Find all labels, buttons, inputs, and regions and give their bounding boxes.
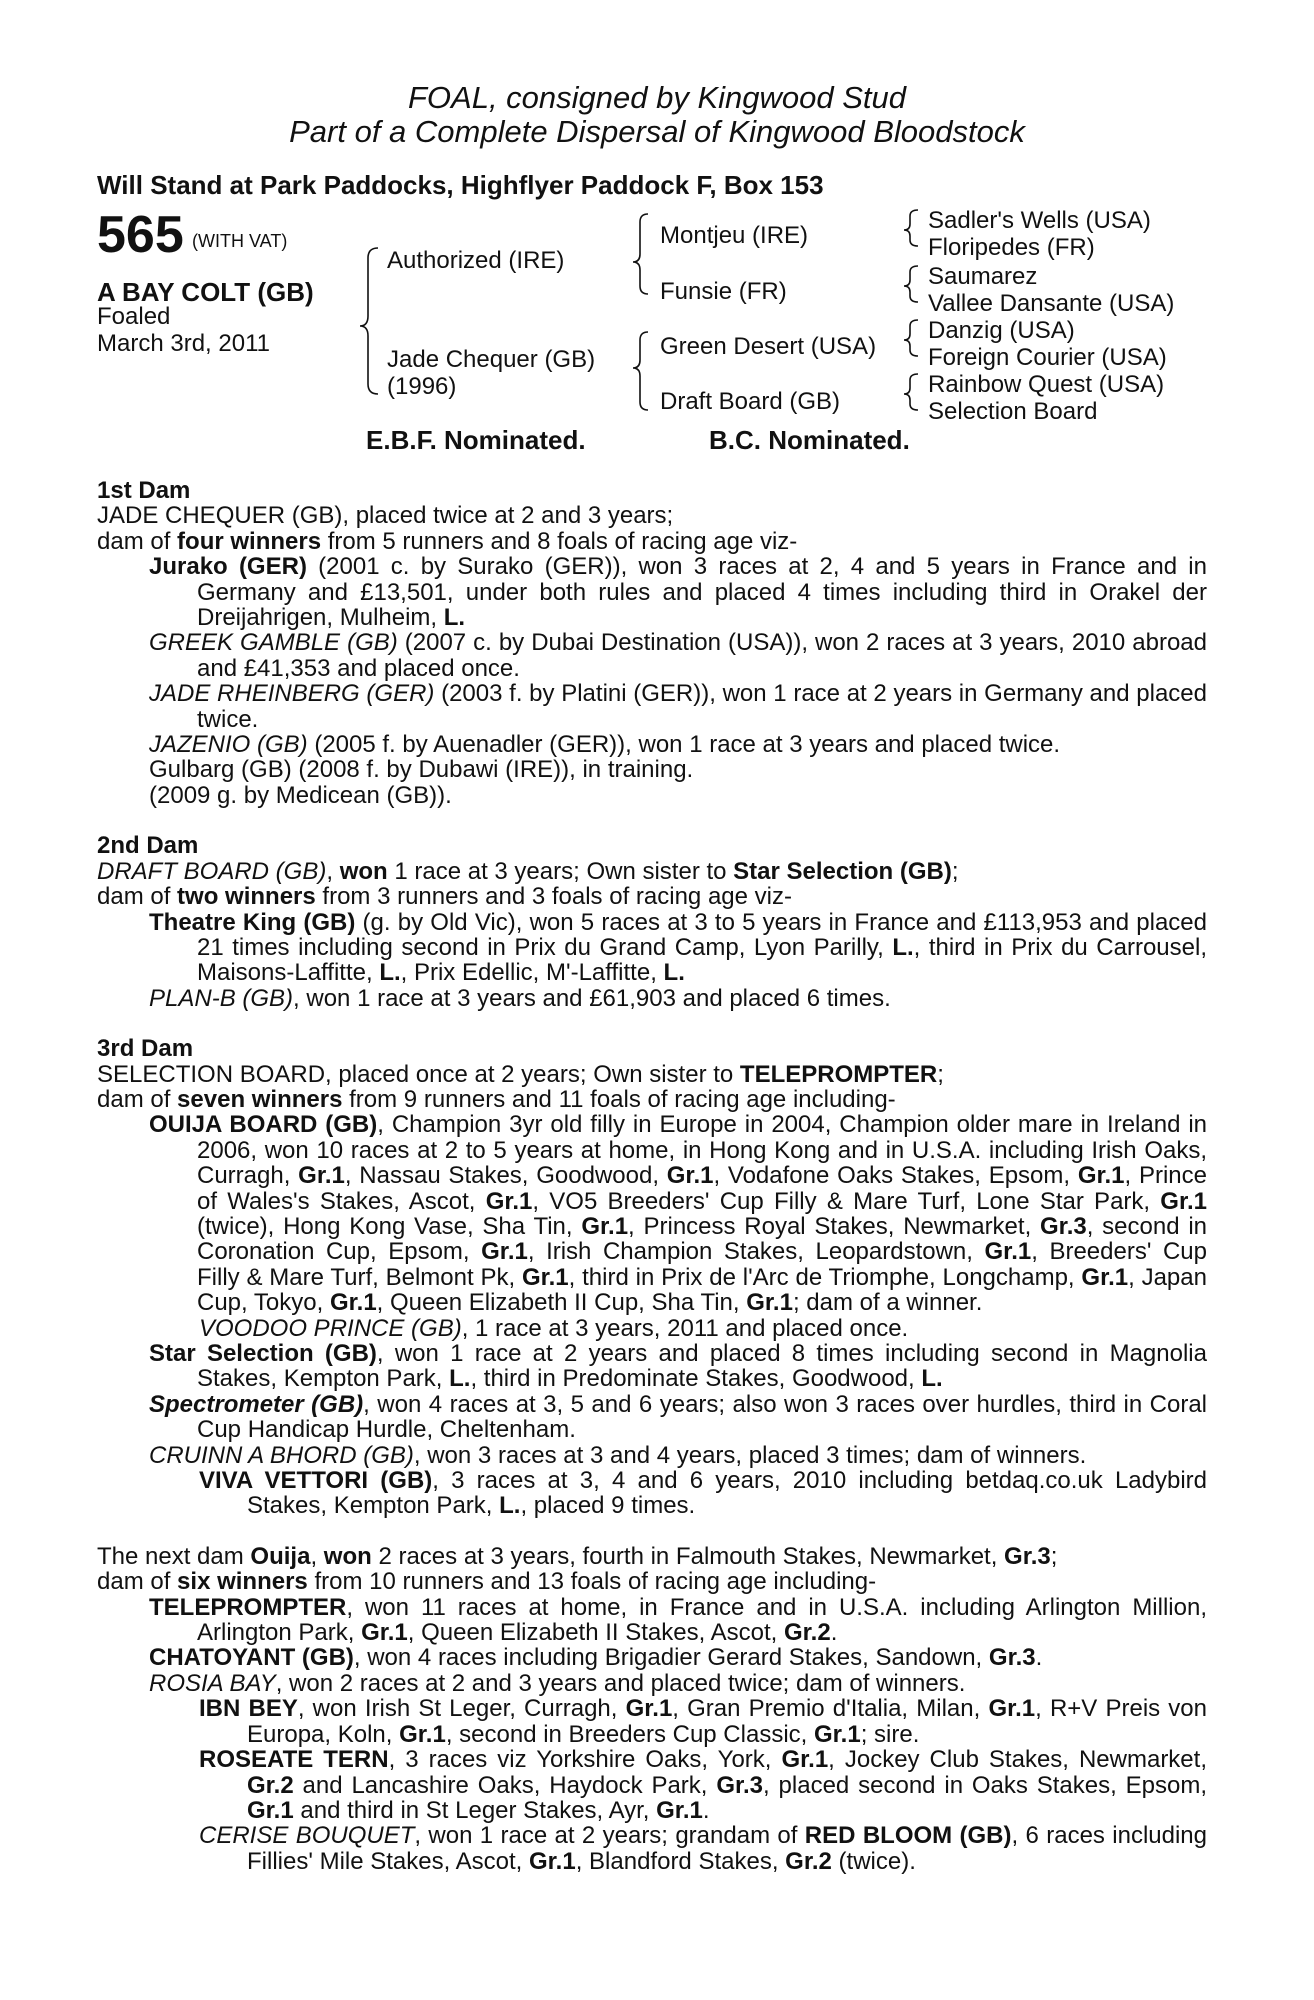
first-dam-intro: JADE CHEQUER (GB), placed twice at 2 and 3 years; (97, 502, 674, 530)
third-dam-intro: SELECTION BOARD, placed once at 2 years; Own sister to TELEPROMPTER; (97, 1060, 944, 1088)
list-item: Star Selection (GB), won 1 race at 2 years and placed 8 times including second in Magnolia Stakes, Kempton Park, L., third in Predominate Stakes, Goodwood, L. (149, 1340, 1207, 1393)
granddam-2: Vallee Dansante (USA) (928, 290, 1175, 317)
list-item: ROSEATE TERN, 3 races viz Yorkshire Oaks, York, Gr.1, Jockey Club Stakes, Newmarket, Gr.2 and Lancashire Oaks, Haydock Park, Gr.3, placed second in Oaks Stakes, Epsom, Gr.1 and third in St Leger Stakes, Ayr, Gr.1. (199, 1746, 1207, 1824)
dam-sire: Green Desert (USA) (660, 333, 877, 360)
next-dam-produce-line: dam of six winners from 10 runners and 13 foals of racing age including- (97, 1568, 877, 1596)
list-item: Spectrometer (GB), won 4 races at 3, 5 and 6 years; also won 3 races over hurdles, third in Coral Cup Handicap Hurdle, Cheltenham. (149, 1390, 1208, 1444)
catalogue-body (97, 478, 1207, 1874)
foaled-date: March 3rd, 2011 (97, 330, 270, 357)
foaled-label: Foaled (97, 303, 171, 330)
second-dam-intro: DRAFT BOARD (GB), won 1 race at 3 years; Own sister to Star Selection (GB); (97, 857, 959, 885)
list-item: CRUINN A BHORD (GB), won 3 races at 3 and 4 years, placed 3 times; dam of winners. (149, 1441, 1087, 1469)
grandsire-2: Saumarez (928, 263, 1038, 290)
list-item: IBN BEY, won Irish St Leger, Curragh, Gr.1, Gran Premio d'Italia, Milan, Gr.1, R+V Preis von Europa, Koln, Gr.1, second in Breeders Cup Classic, Gr.1; sire. (199, 1695, 1208, 1748)
list-item: PLAN-B (GB), won 1 race at 3 years and £61,903 and placed 6 times. (149, 984, 891, 1012)
dam-dam: Draft Board (GB) (660, 388, 841, 415)
list-item: GREEK GAMBLE (GB) (2007 c. by Dubai Destination (USA)), won 2 races at 3 years, 2010 abroad and £41,353 and placed once. (149, 629, 1207, 682)
list-item: VIVA VETTORI (GB), 3 races at 3, 4 and 6 years, 2010 including betdaq.co.uk Ladybird Stakes, Kempton Park, L., placed 9 times. (199, 1467, 1208, 1520)
list-item: VOODOO PRINCE (GB), 1 race at 3 years, 2011 and placed once. (199, 1314, 909, 1342)
sire-sire: Montjeu (IRE) (660, 222, 809, 249)
third-dam-title: 3rd Dam (97, 1035, 194, 1063)
grandsire-3: Danzig (USA) (928, 317, 1075, 344)
ebf-nominated: E.B.F. Nominated. (366, 425, 586, 455)
granddam-3: Foreign Courier (USA) (928, 344, 1167, 371)
stand-location: Will Stand at Park Paddocks, Highflyer Paddock F, Box 153 (97, 170, 824, 200)
header-line-2: Part of a Complete Dispersal of Kingwood Bloodstock (289, 114, 1025, 149)
list-item: Gulbarg (GB) (2008 f. by Dubawi (IRE)), in training. (149, 756, 694, 784)
header-line-1: FOAL, consigned by Kingwood Stud (407, 80, 907, 115)
list-item: TELEPROMPTER, won 11 races at home, in France and in U.S.A. including Arlington Million, Arlington Park, Gr.1, Queen Elizabeth II Stakes, Ascot, Gr.2. (149, 1593, 1207, 1647)
second-dam-title: 2nd Dam (97, 832, 199, 860)
granddam-4: Selection Board (928, 398, 1098, 425)
first-dam-title: 1st Dam (97, 477, 191, 504)
list-item: (2009 g. by Medicean (GB)). (149, 781, 452, 809)
grandsire-4: Rainbow Quest (USA) (928, 371, 1165, 398)
lot-number: 565 (97, 206, 184, 264)
sire-dam: Funsie (FR) (660, 278, 787, 305)
third-dam-produce-line: dam of seven winners from 9 runners and 11 foals of racing age including- (97, 1085, 896, 1113)
list-item: ROSIA BAY, won 2 races at 2 and 3 years and placed twice; dam of winners. (149, 1669, 966, 1697)
list-item: JAZENIO (GB) (2005 f. by Auenadler (GER)), won 1 race at 3 years and placed twice. (149, 731, 1061, 759)
grandsire-1: Sadler's Wells (USA) (928, 207, 1151, 234)
next-dam-intro: The next dam Ouija, won 2 races at 3 years, fourth in Falmouth Stakes, Newmarket, Gr.3; (97, 1542, 1058, 1570)
dam: Jade Chequer (GB) (387, 346, 596, 373)
list-item: Theatre King (GB) (g. by Old Vic), won 5 races at 3 to 5 years in France and £113,953 and placed 21 times including second in Prix du Grand Camp, Lyon Parilly, L., third in Prix du Carrousel, Maisons-Laffitte, L., Prix Edellic, M'-Laffitte, L. (149, 908, 1207, 987)
list-item: OUIJA BOARD (GB), Champion 3yr old filly in Europe in 2004, Champion older mare in Ireland in 2006, won 10 races at 2 to 5 years at home, in Hong Kong and in U.S.A. including Irish Oaks, Curragh, Gr.1, Nassau Stakes, Goodwood, Gr.1, Vodafone Oaks Stakes, Epsom, Gr.1, Prince of Wales's Stakes, Ascot, Gr.1, VO5 Breeders' Cup Filly & Mare Turf, Lone Star Park, Gr.1 (twice), Hong Kong Vase, Sha Tin, Gr.1, Princess Royal Stakes, Newmarket, Gr.3, second in Coronation Cup, Epsom, Gr.1, Irish Champion Stakes, Leopardstown, Gr.1, Breeders' Cup Filly & Mare Turf, Belmont Pk, Gr.1, third in Prix de l'Arc de Triomphe, Longchamp, Gr.1, Japan Cup, Tokyo, Gr.1, Queen Elizabeth II Cup, Sha Tin, Gr.1; dam of a winner. (149, 1111, 1207, 1317)
second-dam-produce-line: dam of two winners from 3 runners and 3 foals of racing age viz- (97, 883, 792, 911)
list-item: JADE RHEINBERG (GER) (2003 f. by Platini (GER)), won 1 race at 2 years in Germany and placed twice. (149, 680, 1207, 733)
list-item: CERISE BOUQUET, won 1 race at 2 years; grandam of RED BLOOM (GB), 6 races including Fillies' Mile Stakes, Ascot, Gr.1, Blandford Stakes, Gr.2 (twice). (199, 1822, 1208, 1875)
dam-year: (1996) (387, 373, 457, 400)
list-item: CHATOYANT (GB), won 4 races including Brigadier Gerard Stakes, Sandown, Gr.3. (149, 1644, 1043, 1672)
list-item: Jurako (GER) (2001 c. by Surako (GER)), won 3 races at 2, 4 and 5 years in France and in Germany and £13,501, under both rules and placed 4 times including third in Orakel der Dreijahrigen, Mulheim, L. (149, 553, 1207, 632)
granddam-1: Floripedes (FR) (928, 234, 1095, 261)
sire: Authorized (IRE) (387, 247, 565, 274)
vat-note: (WITH VAT) (192, 231, 288, 251)
bc-nominated: B.C. Nominated. (709, 425, 910, 455)
horse-name: A BAY COLT (GB) (97, 277, 314, 307)
first-dam-produce-line: dam of four winners from 5 runners and 8 foals of racing age viz- (97, 527, 798, 555)
